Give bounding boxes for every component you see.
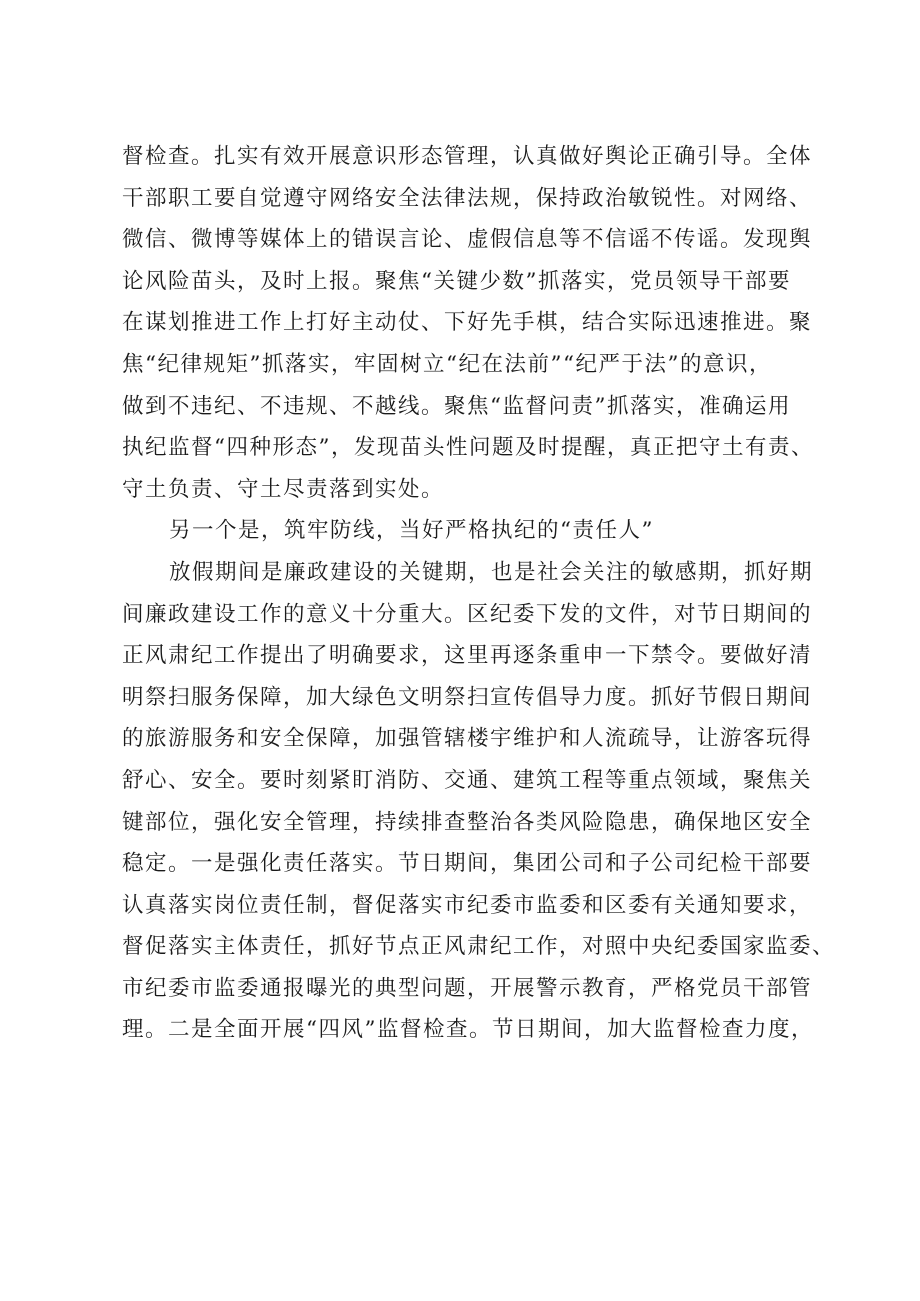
text-line: 执纪监督“四种形态”，发现苗头性问题及时提醒，真正把守土有责、 [122,435,814,461]
text-line: 键部位，强化安全管理，持续排查整治各类风险隐患，确保地区安全 [122,809,813,835]
text-line: 做到不违纪、不违规、不越线。聚焦“监督问责”抓落实，准确运用 [122,393,791,419]
text-line: 微信、微博等媒体上的错误言论、虚假信息等不信谣不传谣。发现舆 [122,227,813,253]
text-line: 明祭扫服务保障，加大绿色文明祭扫宣传倡导力度。抓好节假日期间 [122,684,813,710]
text-line: 干部职工要自觉遵守网络安全法律法规，保持政治敏锐性。对网络、 [122,185,813,211]
text-line: 焦“纪律规矩”抓落实，牢固树立“纪在法前”“纪严于法”的意识， [122,351,772,377]
document-body [122,136,836,1051]
text-line: 市纪委市监委通报曝光的典型问题，开展警示教育，严格党员干部管 [122,975,813,1001]
text-line: 的旅游服务和安全保障，加强管辖楼宇维护和人流疏导，让游客玩得 [122,726,813,752]
text-line: 在谋划推进工作上打好主动仗、下好先手棋，结合实际迅速推进。聚 [122,310,813,336]
text-line: 论风险苗头，及时上报。聚焦“关键少数”抓落实，党员领导干部要 [122,268,791,294]
text-line: 正风肃纪工作提出了明确要求，这里再逐条重申一下禁令。要做好清 [122,643,813,669]
text-line: 督促落实主体责任，抓好节点正风肃纪工作，对照中央纪委国家监委、 [122,934,836,960]
text-line: 守土负责、守土尽责落到实处。 [122,476,445,502]
text-line: 舒心、安全。要时刻紧盯消防、交通、建筑工程等重点领域，聚焦关 [122,767,813,793]
text-line: 理。二是全面开展“四风”监督检查。节日期间，加大监督检查力度， [122,1017,814,1043]
text-line: 稳定。一是强化责任落实。节日期间，集团公司和子公司纪检干部要 [122,851,813,877]
text-line: 督检查。扎实有效开展意识形态管理，认真做好舆论正确引导。全体 [122,144,813,169]
section-heading: 另一个是，筑牢防线，当好严格执纪的“责任人” [169,518,654,544]
text-line: 认真落实岗位责任制，督促落实市纪委市监委和区委有关通知要求， [122,892,813,918]
text-line: 间廉政建设工作的意义十分重大。区纪委下发的文件，对节日期间的 [122,601,813,627]
text-line: 放假期间是廉政建设的关键期，也是社会关注的敏感期，抓好期 [169,559,814,585]
